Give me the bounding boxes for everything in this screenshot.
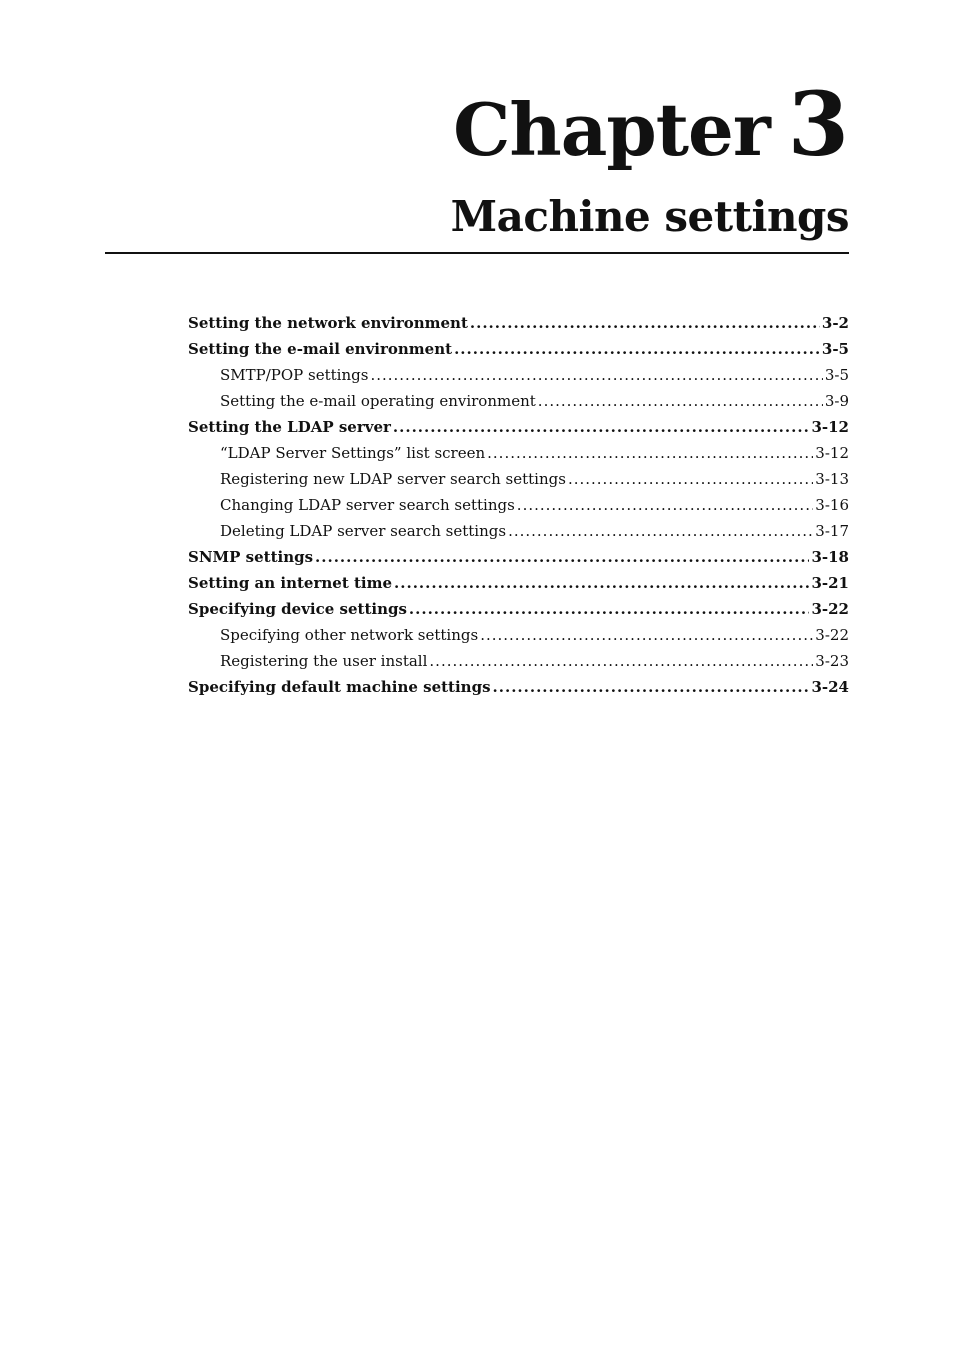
toc-section-entry[interactable]: [188, 596, 849, 622]
toc-subsection-entry[interactable]: [188, 622, 849, 648]
toc-dot-leader: [409, 596, 810, 622]
toc-dot-leader: [454, 336, 820, 362]
toc-subsection-entry[interactable]: [188, 492, 849, 518]
chapter-title: Machine settings: [450, 192, 849, 241]
toc-entry-title: Setting the LDAP server: [188, 418, 391, 436]
chapter-word: Chapter: [453, 87, 770, 172]
toc-section-entry[interactable]: [188, 674, 849, 700]
toc-page-number: 3-13: [815, 470, 849, 488]
toc-entry-title: Setting the e-mail operating environment: [220, 392, 536, 410]
toc-subsection-entry[interactable]: [188, 466, 849, 492]
toc-dot-leader: [493, 674, 810, 700]
toc-page-number: 3-12: [811, 418, 849, 436]
toc-entry-title: SMTP/POP settings: [220, 366, 369, 384]
toc-dot-leader: [315, 544, 809, 570]
toc-page-number: 3-17: [815, 522, 849, 540]
toc-dot-leader: [393, 414, 810, 440]
toc-page-number: 3-5: [824, 366, 849, 384]
toc-page-number: 3-22: [811, 600, 849, 618]
toc-entry-title: Setting the e-mail environment: [188, 340, 453, 358]
toc-section-entry[interactable]: [188, 310, 849, 336]
toc-page-number: 3-2: [821, 314, 849, 332]
toc-section-entry[interactable]: [188, 570, 849, 596]
toc-page-number: 3-22: [815, 626, 849, 644]
title-divider: [105, 252, 849, 254]
toc-entry-title: Specifying device settings: [188, 600, 407, 618]
toc-entry-title: Setting the network environment: [188, 314, 468, 332]
toc-dot-leader: [370, 362, 822, 388]
toc-dot-leader: [394, 570, 809, 596]
toc-entry-title: Specifying default machine settings: [188, 678, 491, 696]
toc-entry-title: Registering new LDAP server search settings: [220, 470, 566, 488]
toc-dot-leader: [538, 388, 823, 414]
toc-entry-title: Deleting LDAP server search settings: [220, 522, 507, 540]
toc-dot-leader: [487, 440, 813, 466]
toc-dot-leader: [508, 518, 813, 544]
toc-dot-leader: [429, 648, 813, 674]
toc-dot-leader: [480, 622, 813, 648]
toc-dot-leader: [568, 466, 813, 492]
toc-page-number: 3-18: [811, 548, 849, 566]
toc-dot-leader: [517, 492, 814, 518]
toc-section-entry[interactable]: [188, 414, 849, 440]
toc-subsection-entry[interactable]: [188, 648, 849, 674]
toc-page-number: 3-23: [815, 652, 849, 670]
toc-page-number: 3-24: [811, 678, 849, 696]
toc-page-number: 3-16: [815, 496, 849, 514]
toc-entry-title: “LDAP Server Settings” list screen: [220, 444, 486, 462]
chapter-number: 3: [787, 72, 849, 176]
toc-subsection-entry[interactable]: [188, 362, 849, 388]
toc-dot-leader: [470, 310, 820, 336]
toc-page-number: 3-21: [811, 574, 849, 592]
toc-entry-title: SNMP settings: [188, 548, 314, 566]
chapter-heading: [453, 72, 849, 176]
toc-entry-title: Changing LDAP server search settings: [220, 496, 515, 514]
toc-page-number: 3-12: [815, 444, 849, 462]
toc-entry-title: Specifying other network settings: [220, 626, 479, 644]
toc-section-entry[interactable]: [188, 544, 849, 570]
toc-subsection-entry[interactable]: [188, 518, 849, 544]
table-of-contents: [188, 310, 849, 700]
toc-page-number: 3-9: [824, 392, 849, 410]
toc-entry-title: Setting an internet time: [188, 574, 393, 592]
toc-subsection-entry[interactable]: [188, 388, 849, 414]
toc-entry-title: Registering the user install: [220, 652, 428, 670]
toc-subsection-entry[interactable]: [188, 440, 849, 466]
toc-page-number: 3-5: [821, 340, 849, 358]
toc-section-entry[interactable]: [188, 336, 849, 362]
